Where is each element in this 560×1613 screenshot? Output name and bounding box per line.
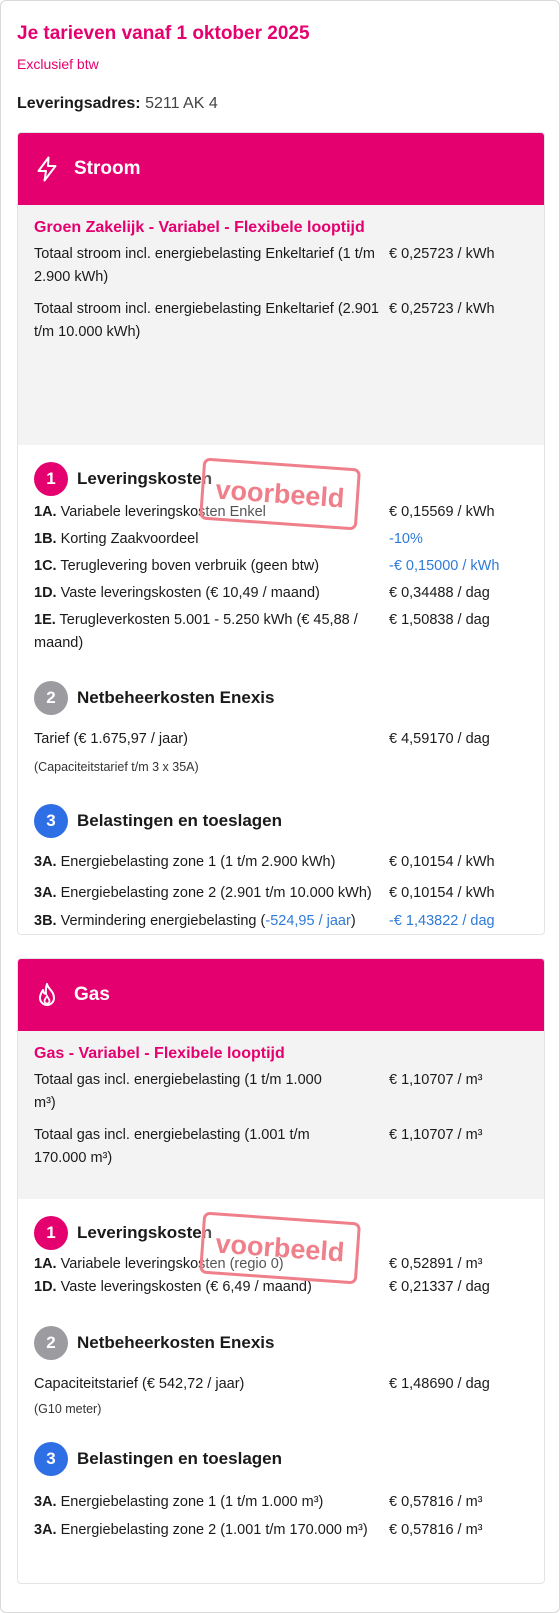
cost-row: 3A. Energiebelasting zone 2 (1.001 t/m 170.000 m³) € 0,57816 / m³: [34, 1522, 483, 1538]
page-subtitle: Exclusief btw: [17, 56, 99, 72]
cost-row: 3B. Vermindering energiebelasting (-524,95 / jaar) -€ 1,43822 / dag: [34, 913, 495, 929]
summary-row: Totaal stroom incl. energiebelasting Enkeltarief (1 t/m 2.900 kWh) € 0,25723 / kWh: [34, 246, 495, 285]
address-label: Leveringsadres:: [17, 95, 141, 112]
stroom-header: [18, 133, 544, 205]
cost-row: 3A. Energiebelasting zone 2 (2.901 t/m 10.000 kWh) € 0,10154 / kWh: [34, 885, 495, 901]
summary-row: Totaal gas incl. energiebelasting (1.001 t/m 170.000 m³) € 1,10707 / m³: [34, 1127, 483, 1166]
gas-leveringskosten: [18, 1215, 544, 1299]
gas-product-name: Gas - Variabel - Flexibele looptijd: [34, 1045, 285, 1062]
cost-row: 1D. Vaste leveringskosten (€ 10,49 / maand) € 0,34488 / dag: [34, 585, 490, 601]
section-title: Leveringskosten: [77, 1223, 213, 1242]
step-number-1: 1: [34, 1216, 68, 1250]
capacity-note: (Capaciteitstarief t/m 3 x 35A): [34, 760, 199, 774]
lightning-icon: [34, 156, 60, 182]
step-number-2: 2: [34, 1326, 68, 1360]
cost-row: 1A. Variabele leveringskosten (regio 0) € 0,52891 / m³: [34, 1256, 483, 1272]
cost-row: 3A. Energiebelasting zone 1 (1 t/m 2.900 kWh) € 0,10154 / kWh: [34, 854, 495, 870]
cost-row: 1C. Teruglevering boven verbruik (geen btw) -€ 0,15000 / kWh: [34, 558, 500, 574]
gas-belastingen: [18, 1441, 544, 1542]
gas-header: [18, 959, 544, 1031]
meter-note: (G10 meter): [34, 1402, 102, 1416]
section-title: Netbeheerkosten Enexis: [77, 1333, 275, 1352]
step-number-2: 2: [34, 681, 68, 715]
page-title: Je tarieven vanaf 1 oktober 2025: [17, 23, 310, 44]
step-number-3: 3: [34, 1442, 68, 1476]
cost-row: 1A. Variabele leveringskosten Enkel € 0,15569 / kWh: [34, 504, 495, 520]
flame-icon: [34, 982, 60, 1008]
voorbeeld-stamp: voorbeeld: [199, 458, 361, 531]
gas-summary: [18, 1031, 544, 1199]
step-number-3: 3: [34, 804, 68, 838]
stroom-belastingen: [18, 803, 544, 933]
section-title: Belastingen en toeslagen: [77, 1449, 282, 1468]
stroom-leveringskosten: [18, 461, 544, 655]
section-title: Netbeheerkosten Enexis: [77, 688, 275, 707]
section-title: Leveringskosten: [77, 469, 213, 488]
cost-row: 1D. Vaste leveringskosten (€ 6,49 / maand) € 0,21337 / dag: [34, 1279, 490, 1295]
gas-netbeheerkosten: [18, 1325, 544, 1419]
summary-row: Totaal stroom incl. energiebelasting Enkeltarief (2.901 t/m 10.000 kWh) € 0,25723 / kWh: [34, 301, 495, 340]
voorbeeld-stamp: voorbeeld: [199, 1212, 361, 1285]
address-value: 5211 AK 4: [145, 95, 218, 112]
cost-row: Capaciteitstarief (€ 542,72 / jaar) € 1,48690 / dag: [34, 1376, 490, 1392]
stroom-card: [17, 132, 545, 935]
cost-row: 3A. Energiebelasting zone 1 (1 t/m 1.000 m³) € 0,57816 / m³: [34, 1494, 483, 1510]
summary-row: Totaal gas incl. energiebelasting (1 t/m 1.000 m³) € 1,10707 / m³: [34, 1072, 483, 1111]
section-title: Belastingen en toeslagen: [77, 811, 282, 830]
stroom-netbeheerkosten: [18, 680, 544, 777]
step-number-1: 1: [34, 462, 68, 496]
cost-row: 1B. Korting Zaakvoordeel -10%: [34, 531, 423, 547]
cost-row: 1E. Terugleverkosten 5.001 - 5.250 kWh (€ 45,88 / maand) € 1,50838 / dag: [34, 612, 490, 651]
gas-title: Gas: [74, 984, 110, 1005]
gas-card: [17, 958, 545, 1584]
stroom-title: Stroom: [74, 158, 141, 179]
cost-row: Tarief (€ 1.675,97 / jaar) € 4,59170 / dag: [34, 731, 490, 747]
delivery-address: [17, 95, 218, 113]
stroom-summary: [18, 205, 544, 445]
stroom-product-name: Groen Zakelijk - Variabel - Flexibele looptijd: [34, 219, 365, 236]
